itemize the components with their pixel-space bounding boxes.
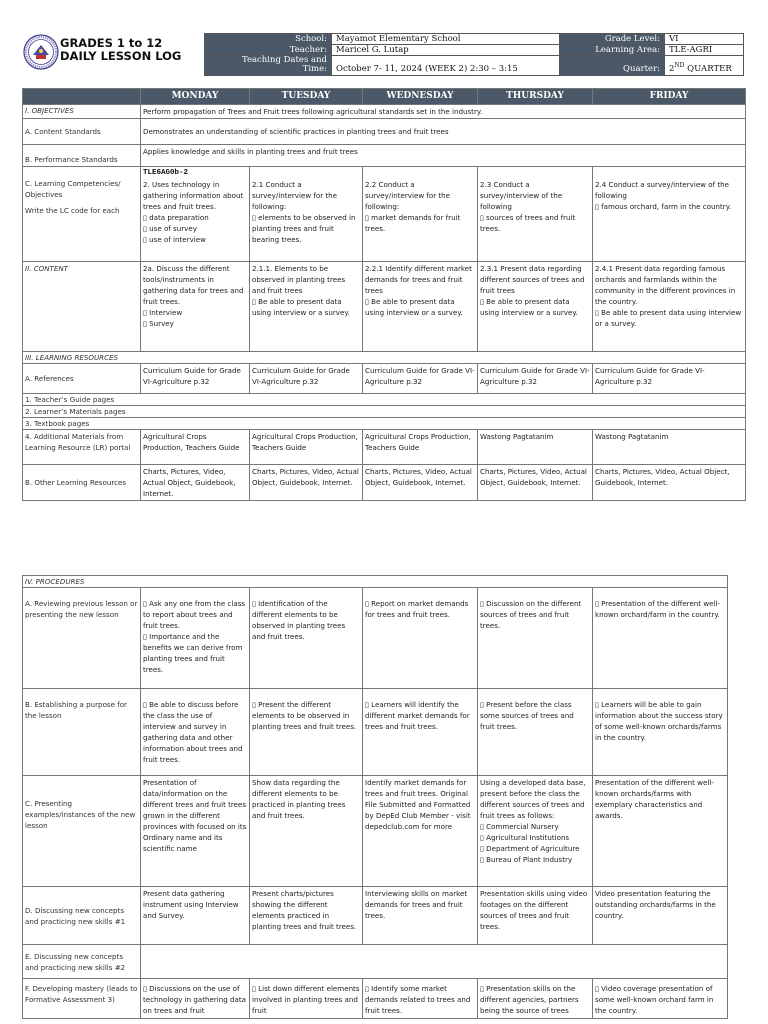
content-monday-bullet: ▯ Interview bbox=[143, 308, 183, 317]
dates-label bbox=[205, 56, 332, 76]
procedure-a-label: A. Reviewing previous lesson or presenting the new lesson bbox=[23, 588, 141, 689]
competency-thursday-bullet: ▯ sources of trees and fruit trees. bbox=[480, 213, 576, 233]
content-label: II. CONTENT bbox=[23, 262, 141, 352]
lesson-table-procedures bbox=[22, 575, 728, 1019]
teacher-label: Teacher: bbox=[205, 45, 332, 56]
procedure-b-thursday: ▯ Present before the class some sources of trees and fruit trees. bbox=[478, 689, 593, 776]
teacher-value: Maricel G. Lutap bbox=[332, 45, 560, 56]
procedure-b-label: B. Establishing a purpose for the lesson bbox=[23, 689, 141, 776]
content-wednesday bbox=[363, 262, 478, 352]
references-friday: Curriculum Guide for Grade VI-Agriculture p.32 bbox=[593, 364, 746, 394]
content-wednesday-line: 2.2.1 Identify different market demands for trees and fruit trees bbox=[365, 264, 472, 295]
procedure-d-wednesday: Interviewing skills on market demands for trees and fruit trees. bbox=[363, 887, 478, 945]
school-label: School: bbox=[205, 34, 332, 45]
document-title bbox=[60, 37, 181, 63]
other-friday: Charts, Pictures, Video, Actual Object, Guidebook, Internet. bbox=[593, 465, 746, 501]
procedure-e-content bbox=[141, 945, 728, 979]
procedure-c-friday: Presentation of the different well-known orchards/farms with exemplary characteristics and awards. bbox=[593, 776, 728, 887]
title-line-1: GRADES 1 to 12 bbox=[60, 36, 163, 50]
dates-value: October 7- 11, 2024 (WEEK 2) 2:30 – 3:15 bbox=[332, 56, 560, 76]
procedure-d-friday: Video presentation featuring the outstanding orchards/farms in the country. bbox=[593, 887, 728, 945]
other-resources-label: B. Other Learning Resources bbox=[23, 465, 141, 501]
day-friday: FRIDAY bbox=[593, 89, 746, 105]
quarter-number: 2 bbox=[669, 64, 675, 74]
lesson-log-header bbox=[22, 33, 744, 77]
procedure-b-friday: ▯ Learners will be able to gain information about the success story of some well-known orchards/farms in the country. bbox=[593, 689, 728, 776]
procedure-c-thursday-line: Using a developed data base, present before the class the different sources of trees and fruit trees as follows: bbox=[480, 778, 586, 820]
quarter-value bbox=[665, 56, 744, 76]
competencies-label bbox=[23, 167, 141, 262]
procedure-d-thursday: Presentation skills using video footages on the different sources of trees and fruit trees. bbox=[478, 887, 593, 945]
procedure-f-wednesday: ▯ Identify some market demands related to trees and fruit trees. bbox=[363, 979, 478, 1019]
content-thursday bbox=[478, 262, 593, 352]
procedure-e-label: E. Discussing new concepts and practicing new skills #2 bbox=[23, 945, 141, 979]
additional-wednesday: Agricultural Crops Production, Teachers Guide bbox=[363, 430, 478, 465]
procedure-c-wednesday: Identify market demands for trees and fruit trees. Original File Submitted and Formatted by DepEd Club Member - visit depedclub.com for more bbox=[363, 776, 478, 887]
info-table bbox=[204, 33, 744, 76]
performance-standards-label: B. Performance Standards bbox=[23, 145, 141, 167]
competency-monday-line: 2. Uses technology in gathering information about trees and fruit trees. bbox=[143, 180, 244, 211]
area-label: Learning Area: bbox=[560, 45, 665, 56]
procedure-a-monday-bullet: ▯ Importance and the benefits we can derive from planting trees and fruit trees. bbox=[143, 632, 243, 674]
procedure-c-thursday-bullet: ▯ Department of Agriculture bbox=[480, 844, 580, 853]
competency-tuesday bbox=[250, 167, 363, 262]
procedure-b-wednesday: ▯ Learners will identify the different market demands for trees and fruit trees. bbox=[363, 689, 478, 776]
competency-wednesday bbox=[363, 167, 478, 262]
procedures-label: IV. PROCEDURES bbox=[23, 576, 728, 588]
competency-friday-bullet: ▯ famous orchard, farm in the country. bbox=[595, 202, 732, 211]
grade-value: VI bbox=[665, 34, 744, 45]
references-wednesday: Curriculum Guide for Grade VI-Agriculture p.32 bbox=[363, 364, 478, 394]
quarter-label: Quarter: bbox=[560, 56, 665, 76]
procedure-f-label: F. Developing mastery (leads to Formative Assessment 3) bbox=[23, 979, 141, 1019]
grade-label: Grade Level: bbox=[560, 34, 665, 45]
references-thursday: Curriculum Guide for Grade VI-Agriculture p.32 bbox=[478, 364, 593, 394]
procedure-c-thursday-bullet: ▯ Commercial Nursery bbox=[480, 822, 559, 831]
procedure-b-monday: ▯ Be able to discuss before the class the use of interview and survey in gathering data and other information about trees and fruit trees. bbox=[141, 689, 250, 776]
procedure-f-friday: ▯ Video coverage presentation of some well-known orchard farm in the country. bbox=[593, 979, 728, 1019]
school-value: Mayamot Elementary School bbox=[332, 34, 560, 45]
procedure-a-wednesday: ▯ Report on market demands for trees and fruit trees. bbox=[363, 588, 478, 689]
additional-materials-label: 4. Additional Materials from Learning Resource (LR) portal bbox=[23, 430, 141, 465]
procedure-c-label: C. Presenting examples/instances of the new lesson bbox=[23, 776, 141, 887]
quarter-suffix: ND bbox=[674, 62, 685, 70]
lc-code: TLE6AG0b-2 bbox=[143, 169, 189, 177]
other-thursday: Charts, Pictures, Video, Actual Object, Guidebook, Internet. bbox=[478, 465, 593, 501]
competency-wednesday-line: 2.2 Conduct a survey/interview for the following: bbox=[365, 180, 451, 211]
day-wednesday: WEDNESDAY bbox=[363, 89, 478, 105]
dates-label-line-2: Time: bbox=[302, 64, 327, 74]
textbook-pages: 3. Textbook pages bbox=[23, 418, 746, 430]
procedure-c-thursday-bullet: ▯ Bureau of Plant Industry bbox=[480, 855, 573, 864]
procedure-d-label: D. Discussing new concepts and practicing new skills #1 bbox=[23, 887, 141, 945]
dates-label-line-1: Teaching Dates and bbox=[241, 55, 327, 65]
procedure-d-monday: Present data gathering instrument using Interview and Survey. bbox=[141, 887, 250, 945]
content-thursday-line: 2.3.1 Present data regarding different sources of trees and fruit trees bbox=[480, 264, 585, 295]
procedure-d-tuesday: Present charts/pictures showing the different elements practiced in planting trees and fruit trees. bbox=[250, 887, 363, 945]
day-monday: MONDAY bbox=[141, 89, 250, 105]
day-tuesday: TUESDAY bbox=[250, 89, 363, 105]
competency-thursday-line: 2.3 Conduct a survey/interview of the following bbox=[480, 180, 563, 211]
other-tuesday: Charts, Pictures, Video, Actual Object, Guidebook, Internet. bbox=[250, 465, 363, 501]
procedure-a-thursday: ▯ Discussion on the different sources of trees and fruit trees. bbox=[478, 588, 593, 689]
competency-tuesday-bullet: ▯ elements to be observed in planting trees and fruit bearing trees. bbox=[252, 213, 356, 244]
content-monday-line: 2a. Discuss the different tools/instruments in gathering data for trees and fruit trees. bbox=[143, 264, 244, 306]
deped-seal-icon bbox=[23, 34, 59, 70]
procedure-a-friday: ▯ Presentation of the different well-known orchard/farm in the country. bbox=[593, 588, 728, 689]
objectives-text: Perform propagation of Trees and Fruit trees following agricultural standards set in the industry. bbox=[141, 105, 746, 119]
content-friday-line: 2.4.1 Present data regarding famous orchards and farmlands within the community in the different provinces in the country. bbox=[595, 264, 736, 306]
procedure-c-thursday-bullet: ▯ Agricultural Institutions bbox=[480, 833, 570, 842]
procedure-c-thursday bbox=[478, 776, 593, 887]
lc-code-instruction: Write the LC code for each bbox=[25, 206, 120, 215]
competency-tuesday-line: 2.1 Conduct a survey/interview for the following: bbox=[252, 180, 338, 211]
competency-thursday bbox=[478, 167, 593, 262]
content-tuesday-line: 2.1.1. Elements to be observed in planting trees and fruit trees bbox=[252, 264, 346, 295]
quarter-text: QUARTER bbox=[684, 64, 732, 74]
teachers-guide-pages: 1. Teacher’s Guide pages bbox=[23, 394, 746, 406]
references-tuesday: Curriculum Guide for Grade VI-Agriculture p.32 bbox=[250, 364, 363, 394]
references-monday: Curriculum Guide for Grade VI-Agriculture p.32 bbox=[141, 364, 250, 394]
day-header-blank bbox=[23, 89, 141, 105]
lesson-table-top bbox=[22, 88, 746, 501]
content-standards-text: Demonstrates an understanding of scientific practices in planting trees and fruit trees bbox=[141, 119, 746, 145]
content-standards-label: A. Content Standards bbox=[23, 119, 141, 145]
competency-monday-bullet: ▯ use of survey bbox=[143, 224, 197, 233]
additional-thursday: Wastong Pagtatanim bbox=[478, 430, 593, 465]
content-friday-bullet: ▯ Be able to present data using interview or a survey. bbox=[595, 308, 742, 328]
competency-monday bbox=[141, 167, 250, 262]
procedure-c-tuesday: Show data regarding the different elements to be practiced in planting trees and fruit trees. bbox=[250, 776, 363, 887]
procedure-c-monday: Presentation of data/information on the different trees and fruit trees grown in the different provinces with focused on its Ordinary name and its scientific name bbox=[141, 776, 250, 887]
area-value: TLE-AGRI bbox=[665, 45, 744, 56]
content-monday-bullet: ▯ Survey bbox=[143, 319, 174, 328]
content-tuesday bbox=[250, 262, 363, 352]
title-line-2: DAILY LESSON LOG bbox=[60, 49, 182, 63]
additional-friday: Wastong Pagtatanim bbox=[593, 430, 746, 465]
competencies-label-text: C. Learning Competencies/ Objectives bbox=[25, 179, 121, 199]
procedure-b-tuesday: ▯ Present the different elements to be observed in planting trees and fruit trees. bbox=[250, 689, 363, 776]
learners-materials-pages: 2. Learner’s Materials pages bbox=[23, 406, 746, 418]
procedure-a-monday-bullet: ▯ Ask any one from the class to report about trees and fruit trees. bbox=[143, 599, 246, 630]
additional-monday: Agricultural Crops Production, Teachers Guide bbox=[141, 430, 250, 465]
competency-friday-line: 2.4 Conduct a survey/interview of the following bbox=[595, 180, 729, 200]
procedure-f-tuesday: ▯ List down different elements involved in planting trees and fruit bbox=[250, 979, 363, 1019]
procedure-f-monday: ▯ Discussions on the use of technology in gathering data on trees and fruit bbox=[141, 979, 250, 1019]
additional-tuesday: Agricultural Crops Production, Teachers Guide bbox=[250, 430, 363, 465]
performance-standards-text: Applies knowledge and skills in planting trees and fruit trees bbox=[141, 145, 746, 167]
procedure-f-thursday: ▯ Presentation skills on the different agencies, partners being the source of trees bbox=[478, 979, 593, 1019]
content-friday bbox=[593, 262, 746, 352]
content-tuesday-bullet: ▯ Be able to present data using interview or a survey. bbox=[252, 297, 350, 317]
competency-monday-bullet: ▯ data preparation bbox=[143, 213, 209, 222]
competency-friday bbox=[593, 167, 746, 262]
content-thursday-bullet: ▯ Be able to present data using interview or a survey. bbox=[480, 297, 578, 317]
procedure-a-monday bbox=[141, 588, 250, 689]
procedure-a-tuesday: ▯ Identification of the different elements to be observed in planting trees and fruit trees. bbox=[250, 588, 363, 689]
other-wednesday: Charts, Pictures, Video, Actual Object, Guidebook, Internet. bbox=[363, 465, 478, 501]
day-thursday: THURSDAY bbox=[478, 89, 593, 105]
objectives-label: I. OBJECTIVES bbox=[23, 105, 141, 119]
competency-wednesday-bullet: ▯ market demands for fruit trees. bbox=[365, 213, 461, 233]
references-label: A. References bbox=[23, 364, 141, 394]
competency-monday-bullet: ▯ use of interview bbox=[143, 235, 206, 244]
other-monday: Charts, Pictures, Video, Actual Object, Guidebook, Internet. bbox=[141, 465, 250, 501]
learning-resources-label: III. LEARNING RESOURCES bbox=[23, 352, 746, 364]
content-wednesday-bullet: ▯ Be able to present data using interview or a survey. bbox=[365, 297, 463, 317]
content-monday bbox=[141, 262, 250, 352]
